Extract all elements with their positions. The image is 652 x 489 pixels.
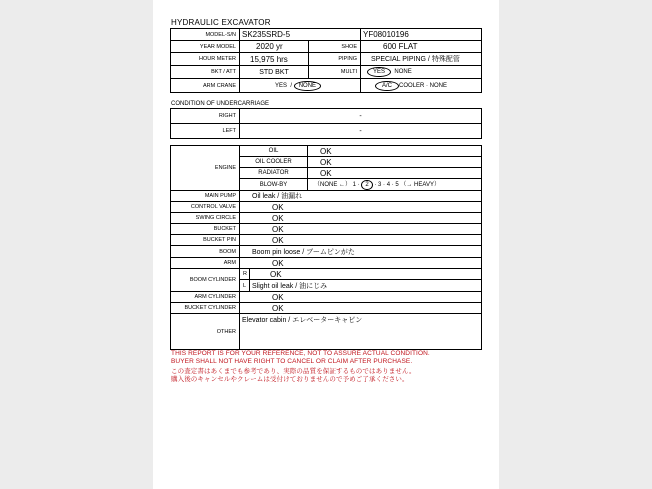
bkt-value: STD BKT	[240, 66, 309, 79]
multi-none: NONE	[394, 69, 412, 75]
bucket-cylinder-label: BUCKET CYLINDER	[171, 303, 240, 314]
model-value: SK235SRD-5	[240, 29, 361, 41]
bucket-pin-label: BUCKET PIN	[171, 235, 240, 246]
main-pump-value: Oil leak / 油漏れ	[240, 191, 482, 202]
blowby-scale	[308, 179, 482, 191]
arm-crane-options	[240, 79, 361, 93]
multi-options	[361, 66, 482, 79]
arm-cylinder-value: OK	[240, 292, 482, 303]
cooler-rest: COOLER · NONE	[399, 82, 448, 89]
shoe-value: 600 FLAT	[361, 41, 482, 53]
spec-table	[170, 28, 482, 93]
bucket-label: BUCKET	[171, 224, 240, 235]
blowby-selected: 2	[361, 180, 372, 190]
oil-cooler-label: OIL COOLER	[240, 157, 308, 168]
multi-label: MULTI	[309, 66, 361, 79]
oil-value: OK	[308, 146, 482, 157]
boom-cylinder-r-label: R	[240, 269, 250, 280]
model-sn-label: MODEL-S/N	[171, 29, 240, 41]
blowby-start: （NONE ←） 1 ·	[314, 182, 360, 188]
hour-value: 15,975 hrs	[240, 53, 309, 66]
arm-label: ARM	[171, 258, 240, 269]
year-value: 2020 yr	[240, 41, 309, 53]
boom-cylinder-l-value: Slight oil leak / 油にじみ	[250, 280, 482, 292]
bkt-label: BKT / ATT	[171, 66, 240, 79]
arm-crane-label: ARM CRANE	[171, 79, 240, 93]
disclaimer-line-4: 購入後のキャンセルやクレームは受付けておりませんので予めご了承ください。	[171, 376, 409, 383]
disclaimer-line-3: この査定書はあくまでも参考であり、実際の品質を保証するものではありません。	[171, 368, 416, 375]
blowby-end: · 3 · 4 · 5 （→ HEAVY）	[374, 182, 440, 188]
control-valve-label: CONTROL VALVE	[171, 202, 240, 213]
multi-yes-selected: YES	[367, 67, 391, 77]
arm-crane-sep: /	[290, 82, 293, 89]
radiator-value: OK	[308, 168, 482, 179]
left-label: LEFT	[171, 124, 240, 139]
disclaimer-line-2: BUYER SHALL NOT HAVE RIGHT TO CANCEL OR CLAIM AFTER PURCHASE.	[171, 358, 413, 365]
hour-label: HOUR METER	[171, 53, 240, 66]
right-label: RIGHT	[171, 109, 240, 124]
left-value: -	[240, 124, 482, 139]
cooler-options	[361, 79, 482, 93]
swing-circle-label: SWING CIRCLE	[171, 213, 240, 224]
right-value: -	[240, 109, 482, 124]
disclaimer-line-1: THIS REPORT IS FOR YOUR REFERENCE, NOT TO ASSURE ACTUAL CONDITION.	[171, 350, 430, 357]
other-label: OTHER	[171, 314, 240, 350]
arm-cylinder-label: ARM CYLINDER	[171, 292, 240, 303]
bucket-cylinder-value: OK	[240, 303, 482, 314]
boom-cylinder-label: BOOM CYLINDER	[171, 269, 240, 292]
shoe-label: SHOE	[309, 41, 361, 53]
other-value: Elevator cabin / エレベーターキャビン	[240, 314, 482, 350]
boom-value: Boom pin loose / ブームピンがた	[240, 246, 482, 258]
radiator-label: RADIATOR	[240, 168, 308, 179]
piping-value: SPECIAL PIPING / 特殊配管	[361, 53, 482, 66]
main-pump-label: MAIN PUMP	[171, 191, 240, 202]
serial-value: YF08010196	[361, 29, 482, 41]
boom-label: BOOM	[171, 246, 240, 258]
piping-label: PIPING	[309, 53, 361, 66]
oil-cooler-value: OK	[308, 157, 482, 168]
conditions-table	[170, 145, 482, 350]
bucket-pin-value: OK	[240, 235, 482, 246]
blowby-label: BLOW-BY	[240, 179, 308, 191]
engine-label: ENGINE	[171, 146, 240, 191]
report-title: HYDRAULIC EXCAVATOR	[171, 18, 271, 27]
swing-circle-value: OK	[240, 213, 482, 224]
arm-crane-yes: YES	[275, 82, 288, 89]
bucket-value: OK	[240, 224, 482, 235]
year-label: YEAR MODEL	[171, 41, 240, 53]
arm-value: OK	[240, 258, 482, 269]
undercarriage-heading: CONDITION OF UNDERCARRIAGE	[171, 101, 270, 107]
boom-cylinder-r-value: OK	[250, 269, 482, 280]
control-valve-value: OK	[240, 202, 482, 213]
boom-cylinder-l-label: L	[240, 280, 250, 292]
oil-label: OIL	[240, 146, 308, 157]
undercarriage-table	[170, 108, 482, 139]
arm-crane-none-selected: NONE	[294, 81, 321, 91]
cooler-ac-selected: A/C	[375, 81, 399, 91]
